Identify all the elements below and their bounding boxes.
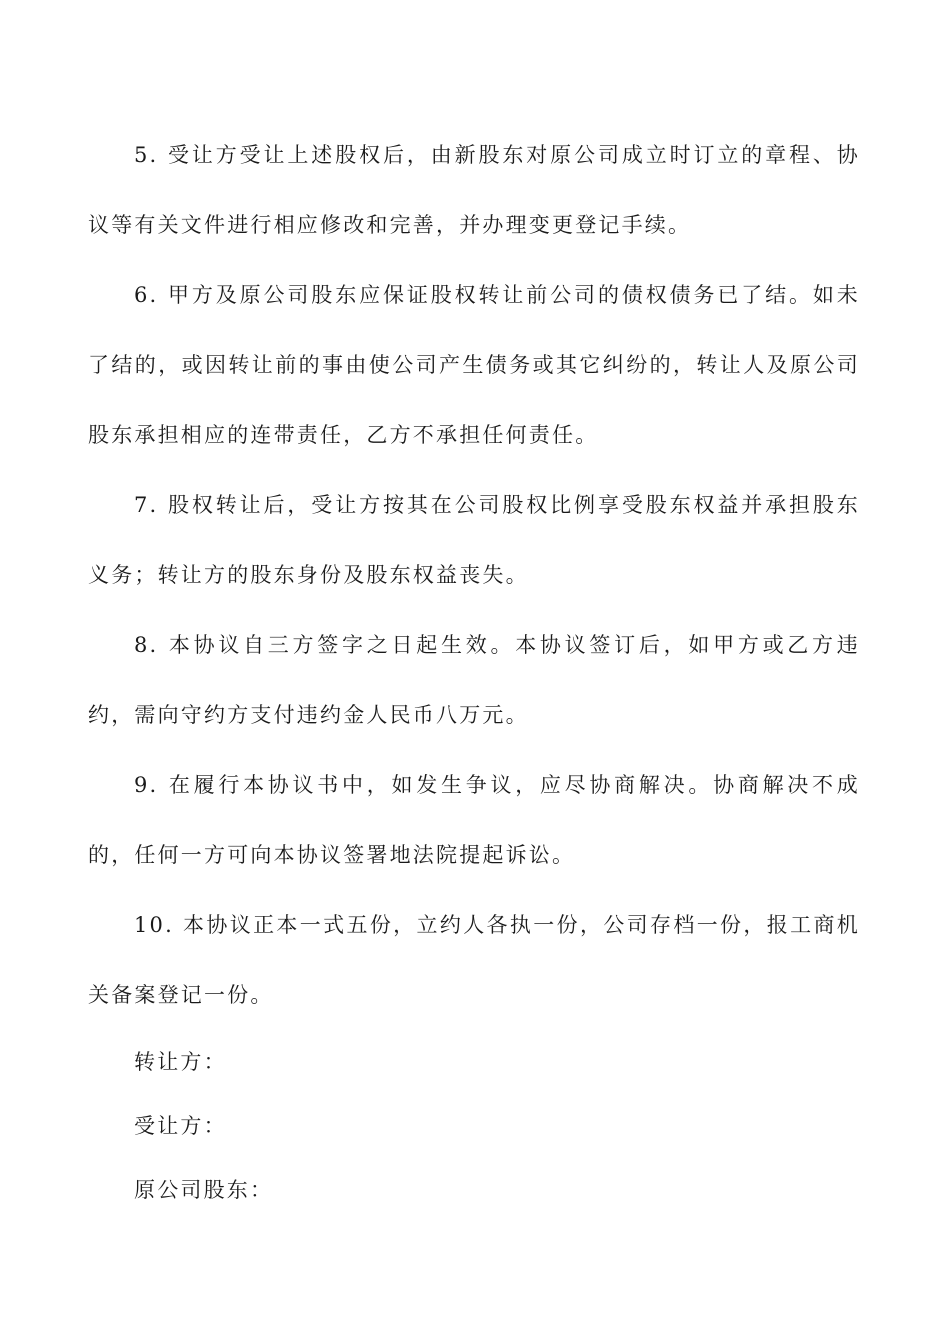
signature-transferor: 转让方： (134, 1050, 227, 1074)
clause-7: 7. 股权转让后，受让方按其在公司股权比例享受股东权益并承担股东义务；转让方的股东身份及股东权益丧失。 (88, 493, 860, 587)
clause-8: 8. 本协议自三方签字之日起生效。本协议签订后，如甲方或乙方违约，需向守约方支付违约金人民币八万元。 (88, 633, 860, 727)
clause-9: 9. 在履行本协议书中，如发生争议，应尽协商解决。协商解决不成的，任何一方可向本协议签署地法院提起诉讼。 (88, 773, 860, 867)
clause-10: 10. 本协议正本一式五份，立约人各执一份，公司存档一份，报工商机关备案登记一份。 (88, 913, 860, 1007)
document-body (88, 120, 860, 1222)
clause-5: 5. 受让方受让上述股权后，由新股东对原公司成立时订立的章程、协议等有关文件进行相应修改和完善，并办理变更登记手续。 (88, 143, 860, 237)
signature-block (88, 1030, 860, 1222)
clause-6: 6. 甲方及原公司股东应保证股权转让前公司的债权债务已了结。如未了结的，或因转让前的事由使公司产生债务或其它纠纷的，转让人及原公司股东承担相应的连带责任，乙方不承担任何责任。 (88, 283, 860, 447)
signature-transferee: 受让方： (134, 1114, 227, 1138)
signature-original-shareholders: 原公司股东： (134, 1178, 274, 1202)
